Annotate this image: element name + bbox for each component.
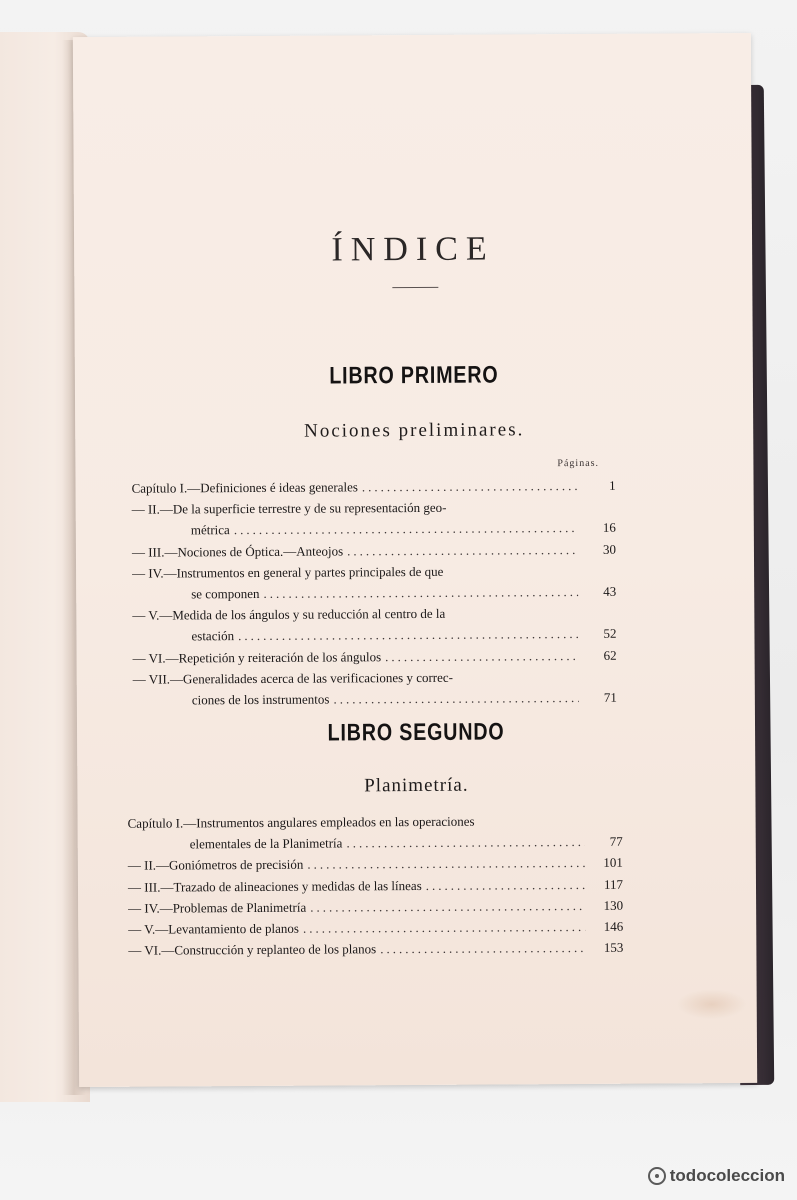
book1-heading: LIBRO PRIMERO bbox=[329, 361, 499, 390]
toc-entry-line bbox=[132, 563, 616, 586]
toc-entry-text: — VII.—Generalidades acerca de las verificaciones y correc- bbox=[132, 669, 454, 687]
toc-entry-line bbox=[128, 898, 623, 921]
dot-leader bbox=[234, 520, 578, 538]
watermark-logo-icon bbox=[648, 1167, 666, 1185]
toc-entry-line bbox=[133, 669, 617, 692]
watermark-text: todocoleccion bbox=[669, 1166, 785, 1185]
pages-label: Páginas. bbox=[557, 457, 600, 470]
toc-page-number: 77 bbox=[609, 833, 623, 850]
toc-entry-line bbox=[132, 605, 616, 628]
toc-entry-text: se componen bbox=[191, 585, 260, 602]
toc-entry-line bbox=[132, 478, 616, 501]
toc-page-number: 153 bbox=[603, 939, 624, 956]
toc-entry-text: — II.—De la superficie terrestre y de su representación geo- bbox=[131, 499, 447, 517]
toc-page-number: 1 bbox=[609, 477, 616, 493]
title-divider bbox=[392, 287, 438, 288]
toc-entry-line bbox=[190, 834, 623, 857]
dot-leader bbox=[380, 940, 585, 957]
toc-page-number: 117 bbox=[603, 876, 624, 892]
toc-page-number: 71 bbox=[603, 689, 617, 705]
toc-entry-text: ciones de los instrumentos bbox=[191, 691, 330, 708]
toc-entry-text: — IV.—Instrumentos en general y partes principales de que bbox=[132, 563, 444, 581]
toc-entry-text: — VI.—Construcción y replanteo de los planos bbox=[128, 941, 377, 958]
toc-page-number: 130 bbox=[603, 897, 624, 913]
toc-entry-text: elementales de la Planimetría bbox=[189, 835, 343, 852]
toc-entry-line bbox=[133, 647, 617, 670]
toc-entry-text: — V.—Medida de los ángulos y su reducción al centro de la bbox=[132, 606, 446, 623]
dot-leader bbox=[307, 855, 585, 873]
toc-entry-line bbox=[128, 813, 623, 836]
dot-leader bbox=[426, 877, 585, 894]
toc-entry-line bbox=[128, 919, 623, 942]
toc-entry-line bbox=[191, 626, 616, 649]
page-title: ÍNDICE bbox=[331, 230, 495, 269]
toc-entry-line bbox=[191, 520, 616, 543]
toc-page-number: 101 bbox=[603, 855, 623, 871]
dot-leader bbox=[310, 898, 585, 916]
toc-entry-line bbox=[192, 690, 617, 713]
toc-entry-line bbox=[191, 584, 616, 607]
toc-entry-text: estación bbox=[191, 628, 235, 644]
toc-page-number: 146 bbox=[603, 918, 624, 934]
dot-leader bbox=[347, 542, 578, 559]
toc-page-number: 43 bbox=[603, 583, 617, 599]
toc-page-number: 30 bbox=[602, 541, 616, 557]
toc-entry-line bbox=[128, 940, 623, 963]
dot-leader bbox=[263, 584, 578, 602]
paper-stain bbox=[677, 989, 747, 1019]
toc-entry-text: Capítulo I.—Definiciones é ideas generales bbox=[131, 479, 358, 496]
book2-heading: LIBRO SEGUNDO bbox=[327, 718, 505, 747]
toc-page-number: 62 bbox=[603, 647, 617, 663]
watermark bbox=[648, 1166, 785, 1186]
toc-entry-text: — IV.—Problemas de Planimetría bbox=[128, 899, 307, 916]
dot-leader bbox=[238, 626, 578, 644]
toc-entry-line bbox=[128, 876, 623, 899]
toc-entry-text: — V.—Levantamiento de planos bbox=[128, 920, 299, 937]
index-page bbox=[73, 33, 757, 1087]
toc-entry-line bbox=[132, 499, 616, 522]
book2-subtitle: Planimetría. bbox=[364, 774, 469, 797]
toc-entry-text: — VI.—Repetición y reiteración de los ángulos bbox=[132, 648, 382, 666]
dot-leader bbox=[303, 919, 585, 937]
toc-entry-text: — II.—Goniómetros de precisión bbox=[127, 857, 304, 874]
toc-entry-text: Capítulo I.—Instrumentos angulares empleados en las operaciones bbox=[127, 813, 475, 831]
toc-entry-line bbox=[132, 541, 616, 564]
toc-page-number: 16 bbox=[602, 520, 616, 536]
toc-entry-line bbox=[128, 855, 623, 878]
toc-entry-text: — III.—Nociones de Óptica.—Anteojos bbox=[131, 543, 344, 560]
toc-page-number: 52 bbox=[603, 626, 617, 642]
dot-leader bbox=[385, 648, 579, 665]
toc-entry-text: métrica bbox=[190, 522, 230, 538]
dot-leader bbox=[346, 834, 584, 851]
page-content bbox=[73, 33, 757, 1087]
book1-subtitle: Nociones preliminares. bbox=[304, 419, 525, 442]
toc-entry-text: — III.—Trazado de alineaciones y medidas de las líneas bbox=[127, 877, 422, 895]
dot-leader bbox=[362, 478, 578, 495]
dot-leader bbox=[333, 690, 579, 707]
